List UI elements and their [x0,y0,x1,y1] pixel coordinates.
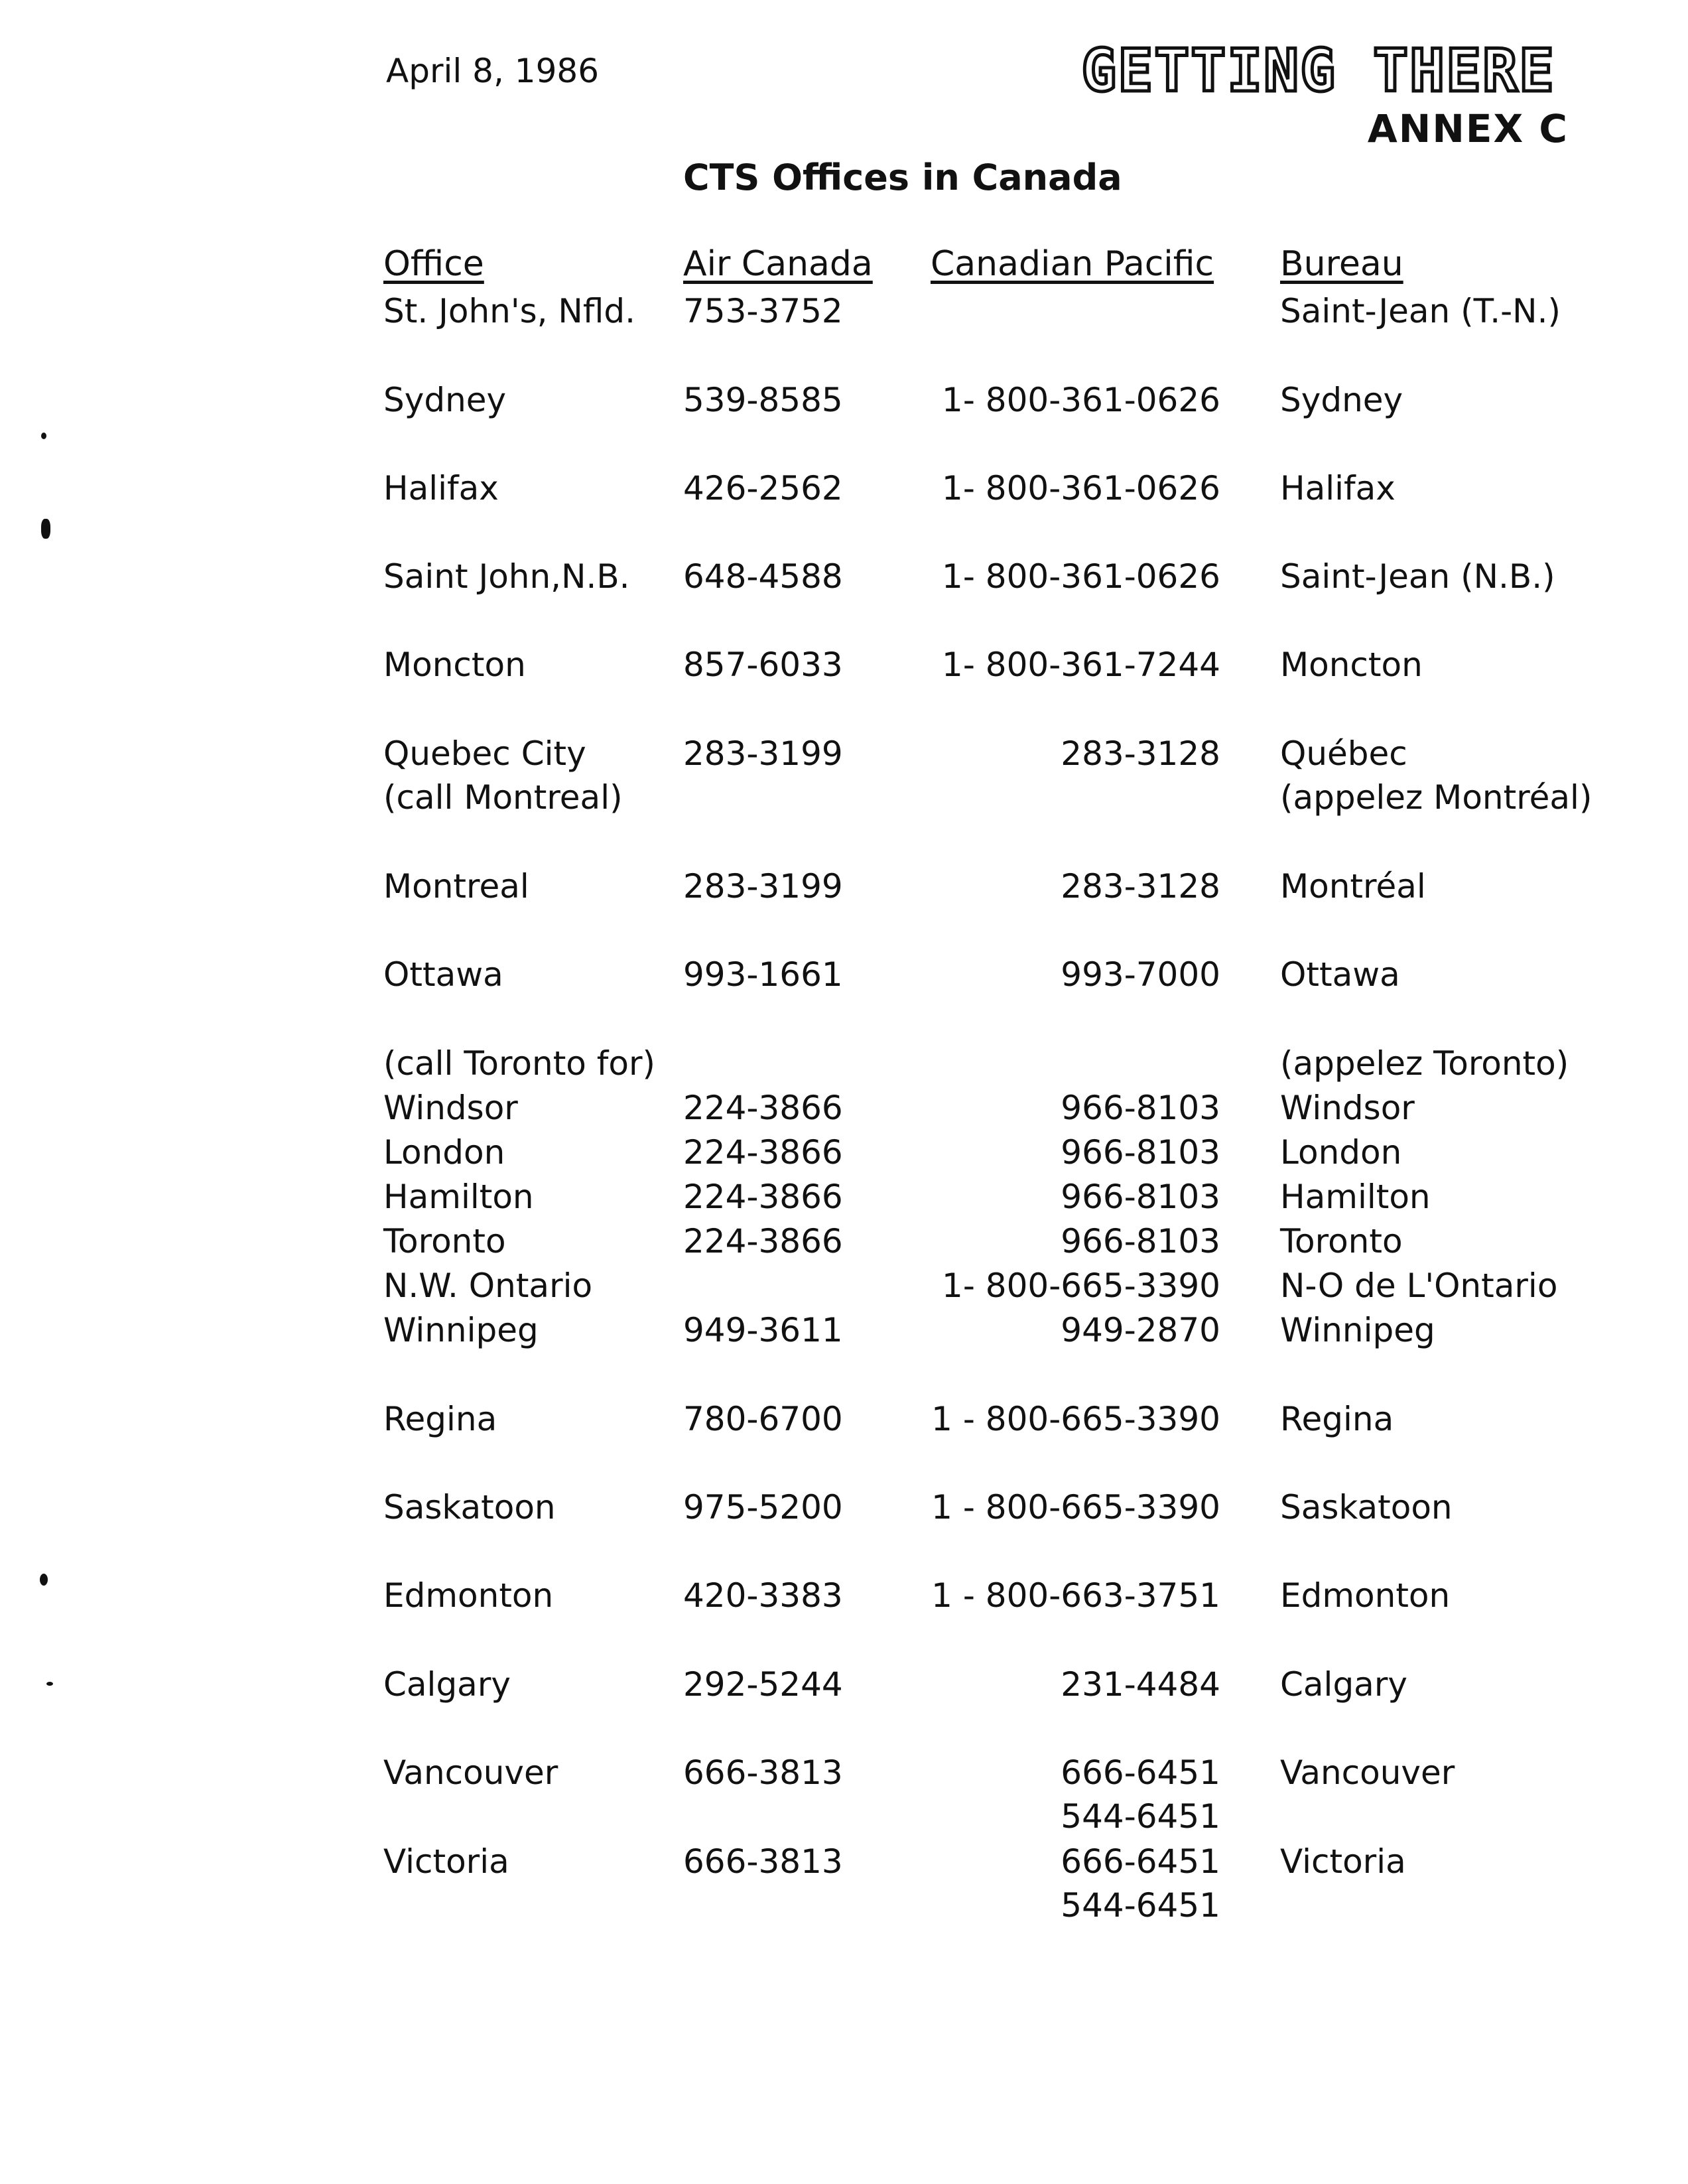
air-canada-cell: 993-1661 [683,955,843,994]
column-header-air-canada: Air Canada [683,244,873,284]
canadian-pacific-number: 666-6451 [1061,1753,1220,1792]
office-name: Quebec City [383,734,586,773]
bureau-cell: Sydney [1280,381,1403,419]
bureau-cell: Winnipeg [1280,1311,1435,1349]
air-canada-cell: 949-3611 [683,1311,843,1349]
canadian-pacific-cell: 1- 800-361-0626 [942,469,1220,508]
column-header-canadian-pacific: Canadian Pacific [931,244,1214,284]
column-header-bureau: Bureau [1280,244,1403,284]
office-cell: Edmonton [383,1576,554,1615]
canadian-pacific-cell: 1- 800-665-3390 [942,1266,1220,1305]
office-cell: London [383,1133,505,1172]
canadian-pacific-cell [1061,1751,1220,1838]
bureau-note: (appelez Montréal) [1280,778,1592,817]
bureau-cell: Saskatoon [1280,1488,1453,1527]
scan-speck [41,433,46,439]
canadian-pacific-cell: 966-8103 [1061,1133,1220,1172]
office-cell: Montreal [383,867,529,906]
bureau-cell: Windsor [1280,1089,1415,1127]
air-canada-cell: 857-6033 [683,646,843,684]
office-cell: Moncton [383,646,526,684]
canadian-pacific-cell: 283-3128 [1061,867,1220,906]
bureau-cell: Montréal [1280,867,1426,906]
office-note: (call Montreal) [383,778,623,817]
bureau-cell: Saint-Jean (T.-N.) [1280,292,1561,330]
air-canada-cell: 426-2562 [683,469,843,508]
canadian-pacific-cell: 1- 800-361-7244 [942,646,1220,684]
bureau-cell: Toronto [1280,1222,1403,1261]
office-cell: Ottawa [383,955,503,994]
office-cell: Sydney [383,381,507,419]
canadian-pacific-cell: 1- 800-361-0626 [942,381,1220,419]
bureau-cell: Ottawa [1280,955,1400,994]
air-canada-cell: 224-3866 [683,1133,843,1172]
bureau-cell: N-O de L'Ontario [1280,1266,1558,1305]
office-cell: Calgary [383,1665,511,1704]
document-date: April 8, 1986 [386,52,600,90]
office-cell: Saskatoon [383,1488,556,1527]
air-canada-cell: 420-3383 [683,1576,843,1615]
column-header-office: Office [383,244,484,284]
office-cell: Winnipeg [383,1311,539,1349]
canadian-pacific-cell: 966-8103 [1061,1222,1220,1261]
office-cell: Vancouver [383,1753,558,1792]
air-canada-cell: 648-4588 [683,557,843,596]
bureau-cell: Moncton [1280,646,1423,684]
air-canada-cell: 780-6700 [683,1400,843,1438]
canadian-pacific-cell: 949-2870 [1061,1311,1220,1349]
air-canada-cell: 539-8585 [683,381,843,419]
page-title: CTS Offices in Canada [683,157,1122,198]
office-cell: N.W. Ontario [383,1266,593,1305]
canadian-pacific-cell: 1 - 800-665-3390 [931,1400,1220,1438]
scan-speck [41,519,50,539]
office-cell: Windsor [383,1089,518,1127]
bureau-cell: Regina [1280,1400,1394,1438]
canadian-pacific-number-alt: 544-6451 [1061,1797,1220,1836]
bureau-cell [1280,732,1592,819]
air-canada-cell: 283-3199 [683,867,843,906]
air-canada-cell: 224-3866 [683,1178,843,1216]
canadian-pacific-cell: 1 - 800-665-3390 [931,1488,1220,1527]
office-cell: Saint John,N.B. [383,557,630,596]
office-cell: Victoria [383,1842,509,1881]
bureau-cell: Victoria [1280,1842,1406,1881]
bureau-cell: London [1280,1133,1402,1172]
office-cell: Halifax [383,469,499,508]
scan-speck [46,1682,53,1686]
canadian-pacific-cell: 283-3128 [1061,734,1220,773]
office-cell: Regina [383,1400,497,1438]
bureau-name: Québec [1280,734,1407,773]
canadian-pacific-cell [1061,1840,1220,1927]
canadian-pacific-cell: 966-8103 [1061,1178,1220,1216]
office-cell: Hamilton [383,1178,534,1216]
canadian-pacific-cell: 993-7000 [1061,955,1220,994]
air-canada-cell: 224-3866 [683,1089,843,1127]
air-canada-cell: 666-3813 [683,1842,843,1881]
bureau-cell: (appelez Toronto) [1280,1044,1569,1083]
bureau-cell: Calgary [1280,1665,1407,1704]
canadian-pacific-number: 666-6451 [1061,1842,1220,1881]
annex-label: ANNEX C [1367,106,1569,151]
air-canada-cell: 753-3752 [683,292,843,330]
bureau-cell: Vancouver [1280,1753,1455,1792]
getting-there-logo: GETTING THERE [1081,36,1555,105]
office-cell [383,732,623,819]
air-canada-cell: 666-3813 [683,1753,843,1792]
office-cell: St. John's, Nfld. [383,292,635,330]
canadian-pacific-cell: 966-8103 [1061,1089,1220,1127]
canadian-pacific-cell: 231-4484 [1061,1665,1220,1704]
canadian-pacific-number-alt: 544-6451 [1061,1886,1220,1925]
air-canada-cell: 283-3199 [683,734,843,773]
bureau-cell: Hamilton [1280,1178,1431,1216]
bureau-cell: Saint-Jean (N.B.) [1280,557,1555,596]
office-cell: Toronto [383,1222,506,1261]
air-canada-cell: 975-5200 [683,1488,843,1527]
canadian-pacific-cell: 1- 800-361-0626 [942,557,1220,596]
bureau-cell: Halifax [1280,469,1396,508]
office-cell: (call Toronto for) [383,1044,656,1083]
canadian-pacific-cell: 1 - 800-663-3751 [931,1576,1220,1615]
air-canada-cell: 224-3866 [683,1222,843,1261]
air-canada-cell: 292-5244 [683,1665,843,1704]
bureau-cell: Edmonton [1280,1576,1451,1615]
scan-speck [40,1574,48,1586]
